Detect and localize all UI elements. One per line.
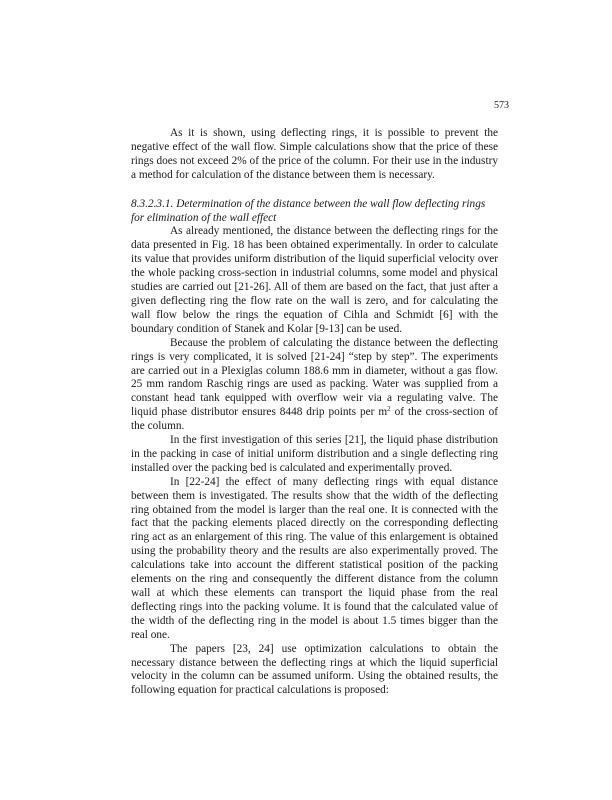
page-number: 573 xyxy=(494,100,509,111)
paragraph-step-by-step-tail: of the cross-section of the column. xyxy=(131,406,499,433)
paragraph-first-investigation: In the first investigation of this series [21], the liquid phase distribution in the packing in case of initial uniform distribution and a single deflecting ring installed over the packing bed is calculated and experimentally proved. xyxy=(131,434,498,474)
paragraph-experimental-distance: As already mentioned, the distance between the deflecting rings for the data presented in Fig. 18 has been obtained experimentally. In order to calculate its value that provides uniform distribution of the liquid superficial velocity over the whole packing cross-section in industrial columns, some model and physical studies are carried out [21-26]. All of them are based on the fact, that just after a given deflecting ring the flow rate on the wall is zero, and for calculating the wall flow below the rings the equation of Cihla and Schmidt [6] with the boundary condition of Stanek and Kolar [9-13] can be used. xyxy=(131,225,498,335)
section-heading: 8.3.2.3.1. Determination of the distance between the wall flow deflecting rings for elimination of the wall effect xyxy=(131,197,486,224)
paragraph-step-by-step-text: Because the problem of calculating the distance between the deflecting rings is very complicated, it is solved [21-24] “step by step”. The experiments are carried out in a Plexiglas column 188.6 mm in diameter, without a gas flow. 25 mm random Raschig rings are used as packing. Water was supplied from a constant head tank equipped with overflow weir via a regulating valve. The liquid phase distributor ensures 8448 drip points per m xyxy=(131,336,498,419)
paragraph-intro: As it is shown, using deflecting rings, it is possible to prevent the negative effect of the wall flow. Simple calculations show that the price of these rings does not exceed 2% of the price of the column. For their use in the industry a method for calculation of the distance between them is necessary. xyxy=(131,127,498,181)
superscript-exponent: 2 xyxy=(387,405,391,414)
paragraph-optimization: The papers [23, 24] use optimization calculations to obtain the necessary distance between the deflecting rings at which the liquid superficial velocity in the column can be assumed uniform. Using the obtained results, the following equation for practical calculations is proposed: xyxy=(131,642,498,697)
body-text xyxy=(131,127,498,698)
paragraph-step-by-step xyxy=(131,337,498,434)
paragraph-many-rings: In [22-24] the effect of many deflecting rings with equal distance between them is investigated. The results show that the width of the deflecting ring obtained from the model is larger than the real one. It is connected with the fact that the packing elements placed directly on the corresponding deflecting ring act as an enlargement of this ring. The value of this enlargement is obtained using the probability theory and the results are also experimentally proved. The calculations take into account the different statistical position of the packing elements on the ring and consequently the different distance from the column wall at which these elements can transport the liquid phase from the real deflecting rings into the packing volume. It is found that the calculated value of the width of the deflecting ring in the model is about 1.5 times bigger than the real one. xyxy=(131,475,498,641)
